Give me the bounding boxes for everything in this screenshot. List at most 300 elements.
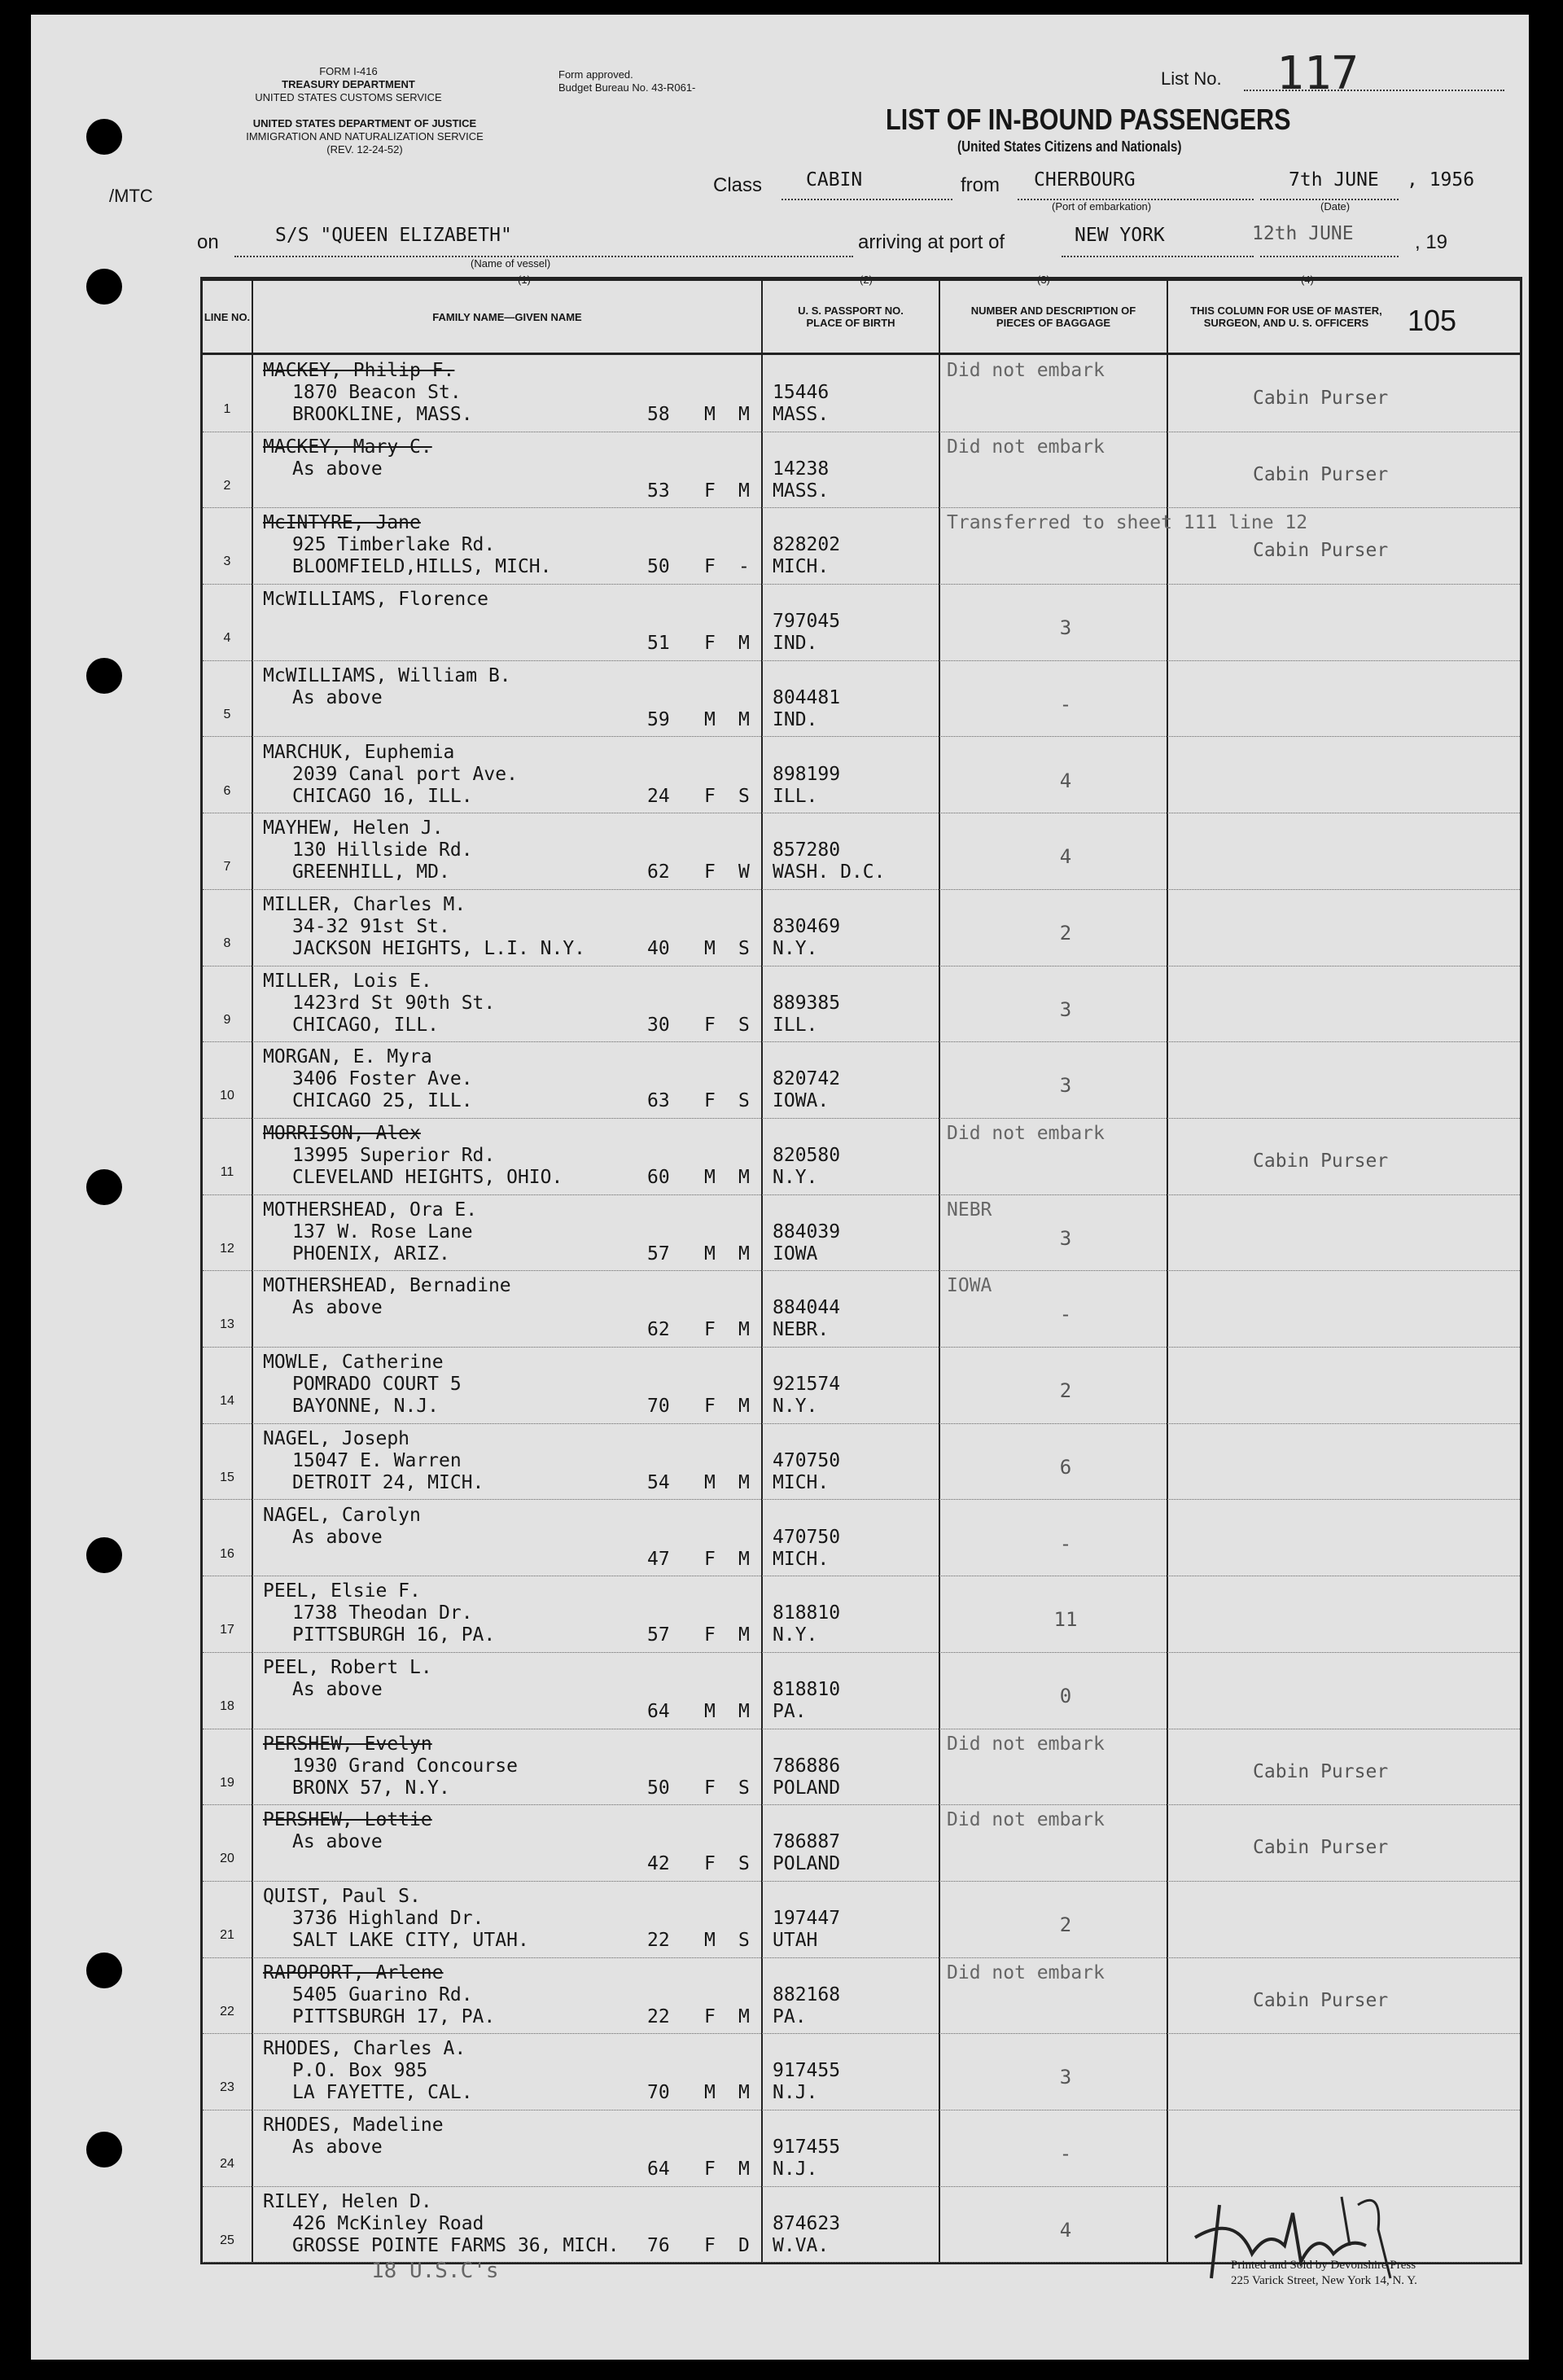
address-line-2: JACKSON HEIGHTS, L.I. N.Y. bbox=[292, 937, 586, 959]
marital-status: M bbox=[738, 404, 750, 425]
age: 64 bbox=[647, 1700, 670, 1722]
baggage-count: 2 bbox=[1059, 1913, 1072, 1936]
arrival-date: 12th JUNE bbox=[1252, 223, 1354, 244]
sex: M bbox=[704, 1243, 716, 1265]
baggage-count: 4 bbox=[1059, 769, 1072, 792]
place-of-birth: W.VA. bbox=[773, 2234, 830, 2256]
form-header-block bbox=[226, 65, 471, 104]
date-caption: (Date) bbox=[1320, 200, 1351, 213]
handwritten-note: Did not embark bbox=[947, 1733, 1105, 1755]
age: 50 bbox=[647, 1777, 670, 1799]
place-of-birth: POLAND bbox=[773, 1777, 841, 1799]
line-number: 2 bbox=[223, 478, 231, 493]
line-number: 8 bbox=[223, 936, 231, 950]
printer-line-1: Printed and Sold by Devonshire Press bbox=[1231, 2259, 1416, 2272]
line-number: 9 bbox=[223, 1012, 231, 1027]
printer-line-2: 225 Varick Street, New York 14, N. Y. bbox=[1231, 2274, 1417, 2287]
marital-status: D bbox=[738, 2234, 750, 2256]
passenger-name: RAPOPORT, Arlene bbox=[263, 1961, 444, 1983]
sex: F bbox=[704, 1396, 716, 1418]
col-header-baggage: NUMBER AND DESCRIPTION OF PIECES OF BAGGAGE bbox=[970, 305, 1136, 329]
punch-hole bbox=[86, 2132, 122, 2167]
passenger-name: PERSHEW, Evelyn bbox=[263, 1733, 432, 1755]
age: 64 bbox=[647, 2159, 670, 2181]
line-number: 23 bbox=[220, 2080, 234, 2095]
age: 54 bbox=[647, 1471, 670, 1493]
col-num-2: (2) bbox=[860, 274, 873, 286]
place-of-birth: N.Y. bbox=[773, 1167, 818, 1188]
handwritten-note: Transferred to sheet 111 line 12 bbox=[947, 512, 1308, 534]
passenger-name: NAGEL, Carolyn bbox=[263, 1504, 421, 1526]
line-number: 11 bbox=[220, 1165, 234, 1179]
passport-number: 828202 bbox=[773, 534, 841, 556]
sex: F bbox=[704, 1090, 716, 1112]
table-row bbox=[203, 507, 1520, 585]
arriving-label: arriving at port of bbox=[858, 231, 1005, 253]
line-number: 3 bbox=[223, 554, 231, 569]
col-num-1: (1) bbox=[518, 274, 531, 286]
embark-year: , 1956 bbox=[1407, 169, 1475, 191]
line-number: 12 bbox=[220, 1241, 234, 1256]
table-row bbox=[203, 1041, 1520, 1119]
passport-number: 884039 bbox=[773, 1221, 841, 1243]
passenger-name: PERSHEW, Lottie bbox=[263, 1809, 432, 1831]
age: 70 bbox=[647, 2082, 670, 2104]
address-line-1: As above bbox=[292, 458, 383, 480]
table-row bbox=[203, 2110, 1520, 2187]
passport-number: 898199 bbox=[773, 763, 841, 785]
passport-number: 786887 bbox=[773, 1831, 841, 1853]
age: 51 bbox=[647, 633, 670, 655]
passport-number: 917455 bbox=[773, 2137, 841, 2159]
col-header-passport: U. S. PASSPORT NO. PLACE OF BIRTH bbox=[798, 305, 904, 329]
table-row bbox=[203, 1270, 1520, 1348]
manifest-page bbox=[31, 15, 1529, 2360]
sex: M bbox=[704, 1471, 716, 1493]
address-line-1: 13995 Superior Rd. bbox=[292, 1145, 496, 1166]
place-of-birth: ILL. bbox=[773, 1014, 818, 1036]
marital-status: M bbox=[738, 1624, 750, 1646]
place-of-birth: IOWA bbox=[773, 1243, 818, 1265]
table-row bbox=[203, 660, 1520, 738]
sex: F bbox=[704, 1319, 716, 1341]
passenger-name: MORRISON, Alex bbox=[263, 1123, 421, 1144]
passenger-name: QUIST, Paul S. bbox=[263, 1886, 421, 1907]
table-row bbox=[203, 2033, 1520, 2110]
address-line-1: 426 McKinley Road bbox=[292, 2212, 484, 2234]
marital-status: M bbox=[738, 708, 750, 730]
approval-block bbox=[558, 68, 786, 94]
punch-hole bbox=[86, 658, 122, 694]
officer-number: 105 bbox=[1408, 304, 1457, 337]
address-line-2: PITTSBURGH 16, PA. bbox=[292, 1624, 496, 1646]
passenger-name: PEEL, Robert L. bbox=[263, 1656, 432, 1678]
age: 70 bbox=[647, 1396, 670, 1418]
passenger-name: RHODES, Charles A. bbox=[263, 2038, 466, 2060]
passport-number: 830469 bbox=[773, 915, 841, 937]
address-line-2: BLOOMFIELD,HILLS, MICH. bbox=[292, 556, 552, 578]
marital-status: M bbox=[738, 1396, 750, 1418]
officer-note: Cabin Purser bbox=[1253, 1151, 1389, 1172]
age: 50 bbox=[647, 556, 670, 578]
address-line-1: 130 Hillside Rd. bbox=[292, 839, 473, 861]
table-row bbox=[203, 1423, 1520, 1501]
sex: F bbox=[704, 1014, 716, 1036]
sex: M bbox=[704, 2082, 716, 2104]
age: 24 bbox=[647, 785, 670, 807]
baggage-count: 3 bbox=[1059, 1226, 1072, 1250]
passport-number: 14238 bbox=[773, 458, 830, 480]
handwritten-note: NEBR bbox=[947, 1199, 992, 1221]
address-line-1: As above bbox=[292, 1297, 383, 1319]
age: 40 bbox=[647, 937, 670, 959]
sex: F bbox=[704, 1624, 716, 1646]
class-label: Class bbox=[713, 174, 763, 196]
passport-number: 857280 bbox=[773, 839, 841, 861]
punch-hole bbox=[86, 1537, 122, 1573]
marital-status: M bbox=[738, 2082, 750, 2104]
col-num-4: (4) bbox=[1301, 274, 1314, 286]
col-header-name: FAMILY NAME—GIVEN NAME bbox=[432, 310, 582, 323]
uscs-count: 18 U.S.C's bbox=[371, 2259, 499, 2283]
line-number: 6 bbox=[223, 783, 231, 798]
line-number: 20 bbox=[220, 1852, 234, 1866]
marital-status: S bbox=[738, 937, 750, 959]
address-line-1: 1930 Grand Concourse bbox=[292, 1755, 518, 1777]
marital-status: S bbox=[738, 1014, 750, 1036]
sex: F bbox=[704, 2159, 716, 2181]
place-of-birth: UTAH bbox=[773, 1930, 818, 1951]
sex: M bbox=[704, 708, 716, 730]
service: UNITED STATES CUSTOMS SERVICE bbox=[255, 91, 442, 103]
baggage-count: 2 bbox=[1059, 921, 1072, 945]
line-number: 16 bbox=[220, 1546, 234, 1561]
baggage-count: 4 bbox=[1059, 2218, 1072, 2242]
doj-block bbox=[194, 117, 536, 156]
address-line-1: 1423rd St 90th St. bbox=[292, 992, 496, 1014]
line-number: 21 bbox=[220, 1928, 234, 1942]
form-number: FORM I-416 bbox=[319, 65, 378, 77]
baggage-count: 2 bbox=[1059, 1379, 1072, 1403]
page-subtitle: (United States Citizens and Nationals) bbox=[957, 138, 1182, 155]
age: 57 bbox=[647, 1243, 670, 1265]
place-of-birth: PA. bbox=[773, 2005, 807, 2027]
address-line-2: CLEVELAND HEIGHTS, OHIO. bbox=[292, 1167, 563, 1188]
sex: F bbox=[704, 861, 716, 883]
table-row bbox=[203, 1347, 1520, 1424]
age: 59 bbox=[647, 708, 670, 730]
age: 57 bbox=[647, 1624, 670, 1646]
sex: F bbox=[704, 480, 716, 502]
passenger-name: RILEY, Helen D. bbox=[263, 2190, 432, 2212]
address-line-2: DETROIT 24, MICH. bbox=[292, 1471, 484, 1493]
marital-status: M bbox=[738, 1548, 750, 1570]
arrival-port: NEW YORK bbox=[1075, 225, 1165, 246]
baggage-count: - bbox=[1059, 1532, 1072, 1555]
sex: F bbox=[704, 1548, 716, 1570]
passenger-name: MORGAN, E. Myra bbox=[263, 1046, 432, 1068]
marital-status: S bbox=[738, 1853, 750, 1875]
sex: M bbox=[704, 937, 716, 959]
marital-status: M bbox=[738, 2005, 750, 2027]
marital-status: S bbox=[738, 785, 750, 807]
on-label: on bbox=[197, 231, 219, 253]
table-row bbox=[203, 737, 1520, 814]
passport-number: 889385 bbox=[773, 992, 841, 1014]
baggage-count: 3 bbox=[1059, 997, 1072, 1021]
list-no-value: 117 bbox=[1276, 47, 1359, 100]
passenger-name: MILLER, Lois E. bbox=[263, 970, 432, 992]
ins: IMMIGRATION AND NATURALIZATION SERVICE bbox=[246, 130, 484, 142]
from-label: from bbox=[961, 174, 1000, 196]
address-line-2: PHOENIX, ARIZ. bbox=[292, 1243, 450, 1265]
line-number: 15 bbox=[220, 1470, 234, 1484]
address-line-2: SALT LAKE CITY, UTAH. bbox=[292, 1930, 529, 1951]
address-line-2: CHICAGO 25, ILL. bbox=[292, 1090, 473, 1112]
officer-note: Cabin Purser bbox=[1253, 1989, 1389, 2011]
age: 47 bbox=[647, 1548, 670, 1570]
passenger-name: NAGEL, Joseph bbox=[263, 1427, 410, 1449]
baggage-count: 3 bbox=[1059, 1074, 1072, 1098]
punch-hole bbox=[86, 119, 122, 155]
sex: M bbox=[704, 1700, 716, 1722]
passport-number: 470750 bbox=[773, 1526, 841, 1548]
handwritten-note: Did not embark bbox=[947, 1961, 1105, 1983]
passport-number: 15446 bbox=[773, 382, 830, 403]
sex: F bbox=[704, 1853, 716, 1875]
class-value: CABIN bbox=[806, 169, 863, 191]
officer-note: Cabin Purser bbox=[1253, 388, 1389, 409]
address-line-2: LA FAYETTE, CAL. bbox=[292, 2082, 473, 2104]
table-row bbox=[203, 1881, 1520, 1958]
line-number: 10 bbox=[220, 1089, 234, 1103]
address-line-1: 1738 Theodan Dr. bbox=[292, 1602, 473, 1624]
vessel-caption: (Name of vessel) bbox=[471, 257, 551, 270]
passenger-table bbox=[200, 277, 1522, 2264]
marital-status: S bbox=[738, 1930, 750, 1951]
address-line-2: CHICAGO, ILL. bbox=[292, 1014, 440, 1036]
passenger-name: PEEL, Elsie F. bbox=[263, 1580, 421, 1602]
address-line-1: As above bbox=[292, 2137, 383, 2159]
officer-note: Cabin Purser bbox=[1253, 1760, 1389, 1782]
age: 62 bbox=[647, 861, 670, 883]
marital-status: M bbox=[738, 2159, 750, 2181]
table-row bbox=[203, 1500, 1520, 1577]
address-line-1: 3406 Foster Ave. bbox=[292, 1068, 473, 1090]
passport-number: 797045 bbox=[773, 611, 841, 633]
address-line-1: P.O. Box 985 bbox=[292, 2060, 428, 2082]
line-number: 1 bbox=[223, 402, 231, 416]
marital-status: M bbox=[738, 1243, 750, 1265]
passport-number: 470750 bbox=[773, 1449, 841, 1471]
handwritten-note: IOWA bbox=[947, 1275, 992, 1297]
col-num-3: (3) bbox=[1037, 274, 1050, 286]
table-row bbox=[203, 966, 1520, 1043]
baggage-count: 3 bbox=[1059, 616, 1072, 640]
address-line-2: GREENHILL, MD. bbox=[292, 861, 450, 883]
marital-status: M bbox=[738, 1167, 750, 1188]
table-row bbox=[203, 889, 1520, 966]
address-line-1: As above bbox=[292, 1678, 383, 1700]
passport-number: 804481 bbox=[773, 686, 841, 708]
col-header-officers: THIS COLUMN FOR USE OF MASTER, SURGEON, AND U. S. OFFICERS bbox=[1190, 305, 1382, 329]
passenger-name: McWILLIAMS, William B. bbox=[263, 664, 511, 686]
passenger-name: MOTHERSHEAD, Bernadine bbox=[263, 1275, 511, 1297]
passenger-name: RHODES, Madeline bbox=[263, 2115, 444, 2137]
line-number: 24 bbox=[220, 2157, 234, 2172]
age: 58 bbox=[647, 404, 670, 425]
sex: M bbox=[704, 404, 716, 425]
address-line-1: 2039 Canal port Ave. bbox=[292, 763, 518, 785]
place-of-birth: IOWA. bbox=[773, 1090, 830, 1112]
line-number: 13 bbox=[220, 1317, 234, 1332]
passport-number: 820580 bbox=[773, 1145, 841, 1166]
address-line-1: 1870 Beacon St. bbox=[292, 382, 462, 403]
place-of-birth: POLAND bbox=[773, 1853, 841, 1875]
baggage-count: 11 bbox=[1053, 1608, 1078, 1632]
marital-status: M bbox=[738, 633, 750, 655]
sex: F bbox=[704, 785, 716, 807]
age: 22 bbox=[647, 1930, 670, 1951]
port-embarkation: CHERBOURG bbox=[1034, 169, 1136, 191]
handwritten-note: Did not embark bbox=[947, 436, 1105, 458]
place-of-birth: N.Y. bbox=[773, 937, 818, 959]
form-approved: Form approved. bbox=[558, 68, 633, 81]
sex: F bbox=[704, 2234, 716, 2256]
table-row bbox=[203, 1729, 1520, 1806]
list-no-label: List No. bbox=[1161, 68, 1222, 89]
marital-status: S bbox=[738, 1777, 750, 1799]
address-line-2: BRONX 57, N.Y. bbox=[292, 1777, 450, 1799]
department: TREASURY DEPARTMENT bbox=[282, 78, 415, 90]
officer-signature bbox=[1187, 2181, 1399, 2303]
place-of-birth: MASS. bbox=[773, 480, 830, 502]
place-of-birth: ILL. bbox=[773, 785, 818, 807]
address-line-2: BAYONNE, N.J. bbox=[292, 1396, 440, 1418]
baggage-count: 4 bbox=[1059, 845, 1072, 869]
address-line-2: GROSSE POINTE FARMS 36, MICH. bbox=[292, 2234, 620, 2256]
baggage-count: 6 bbox=[1059, 1455, 1072, 1479]
line-number: 4 bbox=[223, 631, 231, 646]
address-line-1: 925 Timberlake Rd. bbox=[292, 534, 496, 556]
handwritten-note: Did not embark bbox=[947, 1809, 1105, 1831]
address-line-1: POMRADO COURT 5 bbox=[292, 1374, 462, 1396]
line-number: 22 bbox=[220, 2004, 234, 2018]
line-number: 7 bbox=[223, 860, 231, 874]
handwritten-note: Did not embark bbox=[947, 360, 1105, 381]
line-number: 18 bbox=[220, 1698, 234, 1713]
passport-number: 882168 bbox=[773, 1983, 841, 2005]
address-line-1: 5405 Guarino Rd. bbox=[292, 1983, 473, 2005]
page-title: LIST OF IN-BOUND PASSENGERS bbox=[886, 103, 1291, 136]
officer-note: Cabin Purser bbox=[1253, 540, 1389, 562]
address-line-1: As above bbox=[292, 1526, 383, 1548]
sex: M bbox=[704, 1930, 716, 1951]
line-number: 25 bbox=[220, 2233, 234, 2247]
age: 63 bbox=[647, 1090, 670, 1112]
passport-number: 921574 bbox=[773, 1374, 841, 1396]
age: 60 bbox=[647, 1167, 670, 1188]
passenger-name: MACKEY, Mary C. bbox=[263, 436, 432, 458]
place-of-birth: MICH. bbox=[773, 556, 830, 578]
sex: F bbox=[704, 633, 716, 655]
passport-number: 197447 bbox=[773, 1908, 841, 1929]
handwritten-note: Did not embark bbox=[947, 1123, 1105, 1144]
sex: F bbox=[704, 556, 716, 578]
arrival-year: , 19 bbox=[1415, 231, 1448, 253]
line-number: 17 bbox=[220, 1623, 234, 1637]
line-number: 5 bbox=[223, 707, 231, 721]
punch-hole bbox=[86, 1169, 122, 1205]
passenger-name: MOWLE, Catherine bbox=[263, 1352, 444, 1374]
age: 62 bbox=[647, 1319, 670, 1341]
place-of-birth: MICH. bbox=[773, 1471, 830, 1493]
table-row bbox=[203, 1957, 1520, 2035]
officer-note: Cabin Purser bbox=[1253, 463, 1389, 485]
address-line-2: BROOKLINE, MASS. bbox=[292, 404, 473, 425]
embark-date: 7th JUNE bbox=[1289, 169, 1379, 191]
age: 53 bbox=[647, 480, 670, 502]
revision: (REV. 12-24-52) bbox=[326, 143, 403, 156]
budget-bureau: Budget Bureau No. 43-R061- bbox=[558, 81, 696, 94]
table-row bbox=[203, 1804, 1520, 1882]
sex: F bbox=[704, 1777, 716, 1799]
place-of-birth: N.Y. bbox=[773, 1624, 818, 1646]
port-caption: (Port of embarkation) bbox=[1052, 200, 1152, 213]
col-header-line: LINE NO. bbox=[204, 310, 251, 323]
marital-status: - bbox=[738, 556, 750, 578]
address-line-1: As above bbox=[292, 686, 383, 708]
table-row bbox=[203, 1118, 1520, 1195]
address-line-2: CHICAGO 16, ILL. bbox=[292, 785, 473, 807]
place-of-birth: NEBR. bbox=[773, 1319, 830, 1341]
passport-number: 884044 bbox=[773, 1297, 841, 1319]
punch-hole bbox=[86, 1953, 122, 1988]
passport-number: 818810 bbox=[773, 1602, 841, 1624]
place-of-birth: WASH. D.C. bbox=[773, 861, 886, 883]
place-of-birth: MICH. bbox=[773, 1548, 830, 1570]
age: 22 bbox=[647, 2005, 670, 2027]
sex: M bbox=[704, 1167, 716, 1188]
table-row bbox=[203, 1576, 1520, 1653]
age: 42 bbox=[647, 1853, 670, 1875]
passenger-name: MOTHERSHEAD, Ora E. bbox=[263, 1199, 478, 1221]
passport-number: 786886 bbox=[773, 1755, 841, 1777]
address-line-1: 3736 Highland Dr. bbox=[292, 1908, 484, 1929]
doj: UNITED STATES DEPARTMENT OF JUSTICE bbox=[252, 117, 477, 129]
mtc-note: /MTC bbox=[109, 186, 153, 206]
table-row bbox=[203, 355, 1520, 432]
baggage-count: - bbox=[1059, 2142, 1072, 2166]
place-of-birth: IND. bbox=[773, 633, 818, 655]
place-of-birth: MASS. bbox=[773, 404, 830, 425]
address-line-2: PITTSBURGH 17, PA. bbox=[292, 2005, 496, 2027]
passenger-name: McWILLIAMS, Florence bbox=[263, 589, 488, 611]
age: 30 bbox=[647, 1014, 670, 1036]
table-row bbox=[203, 1194, 1520, 1272]
table-row bbox=[203, 1652, 1520, 1729]
line-number: 19 bbox=[220, 1775, 234, 1790]
address-line-1: 34-32 91st St. bbox=[292, 915, 450, 937]
vessel-name: S/S "QUEEN ELIZABETH" bbox=[275, 225, 512, 246]
baggage-count: 3 bbox=[1059, 2066, 1072, 2089]
place-of-birth: N.J. bbox=[773, 2159, 818, 2181]
table-row bbox=[203, 584, 1520, 661]
address-line-1: 15047 E. Warren bbox=[292, 1449, 462, 1471]
marital-status: M bbox=[738, 480, 750, 502]
passport-number: 820742 bbox=[773, 1068, 841, 1090]
passenger-name: MARCHUK, Euphemia bbox=[263, 741, 455, 763]
